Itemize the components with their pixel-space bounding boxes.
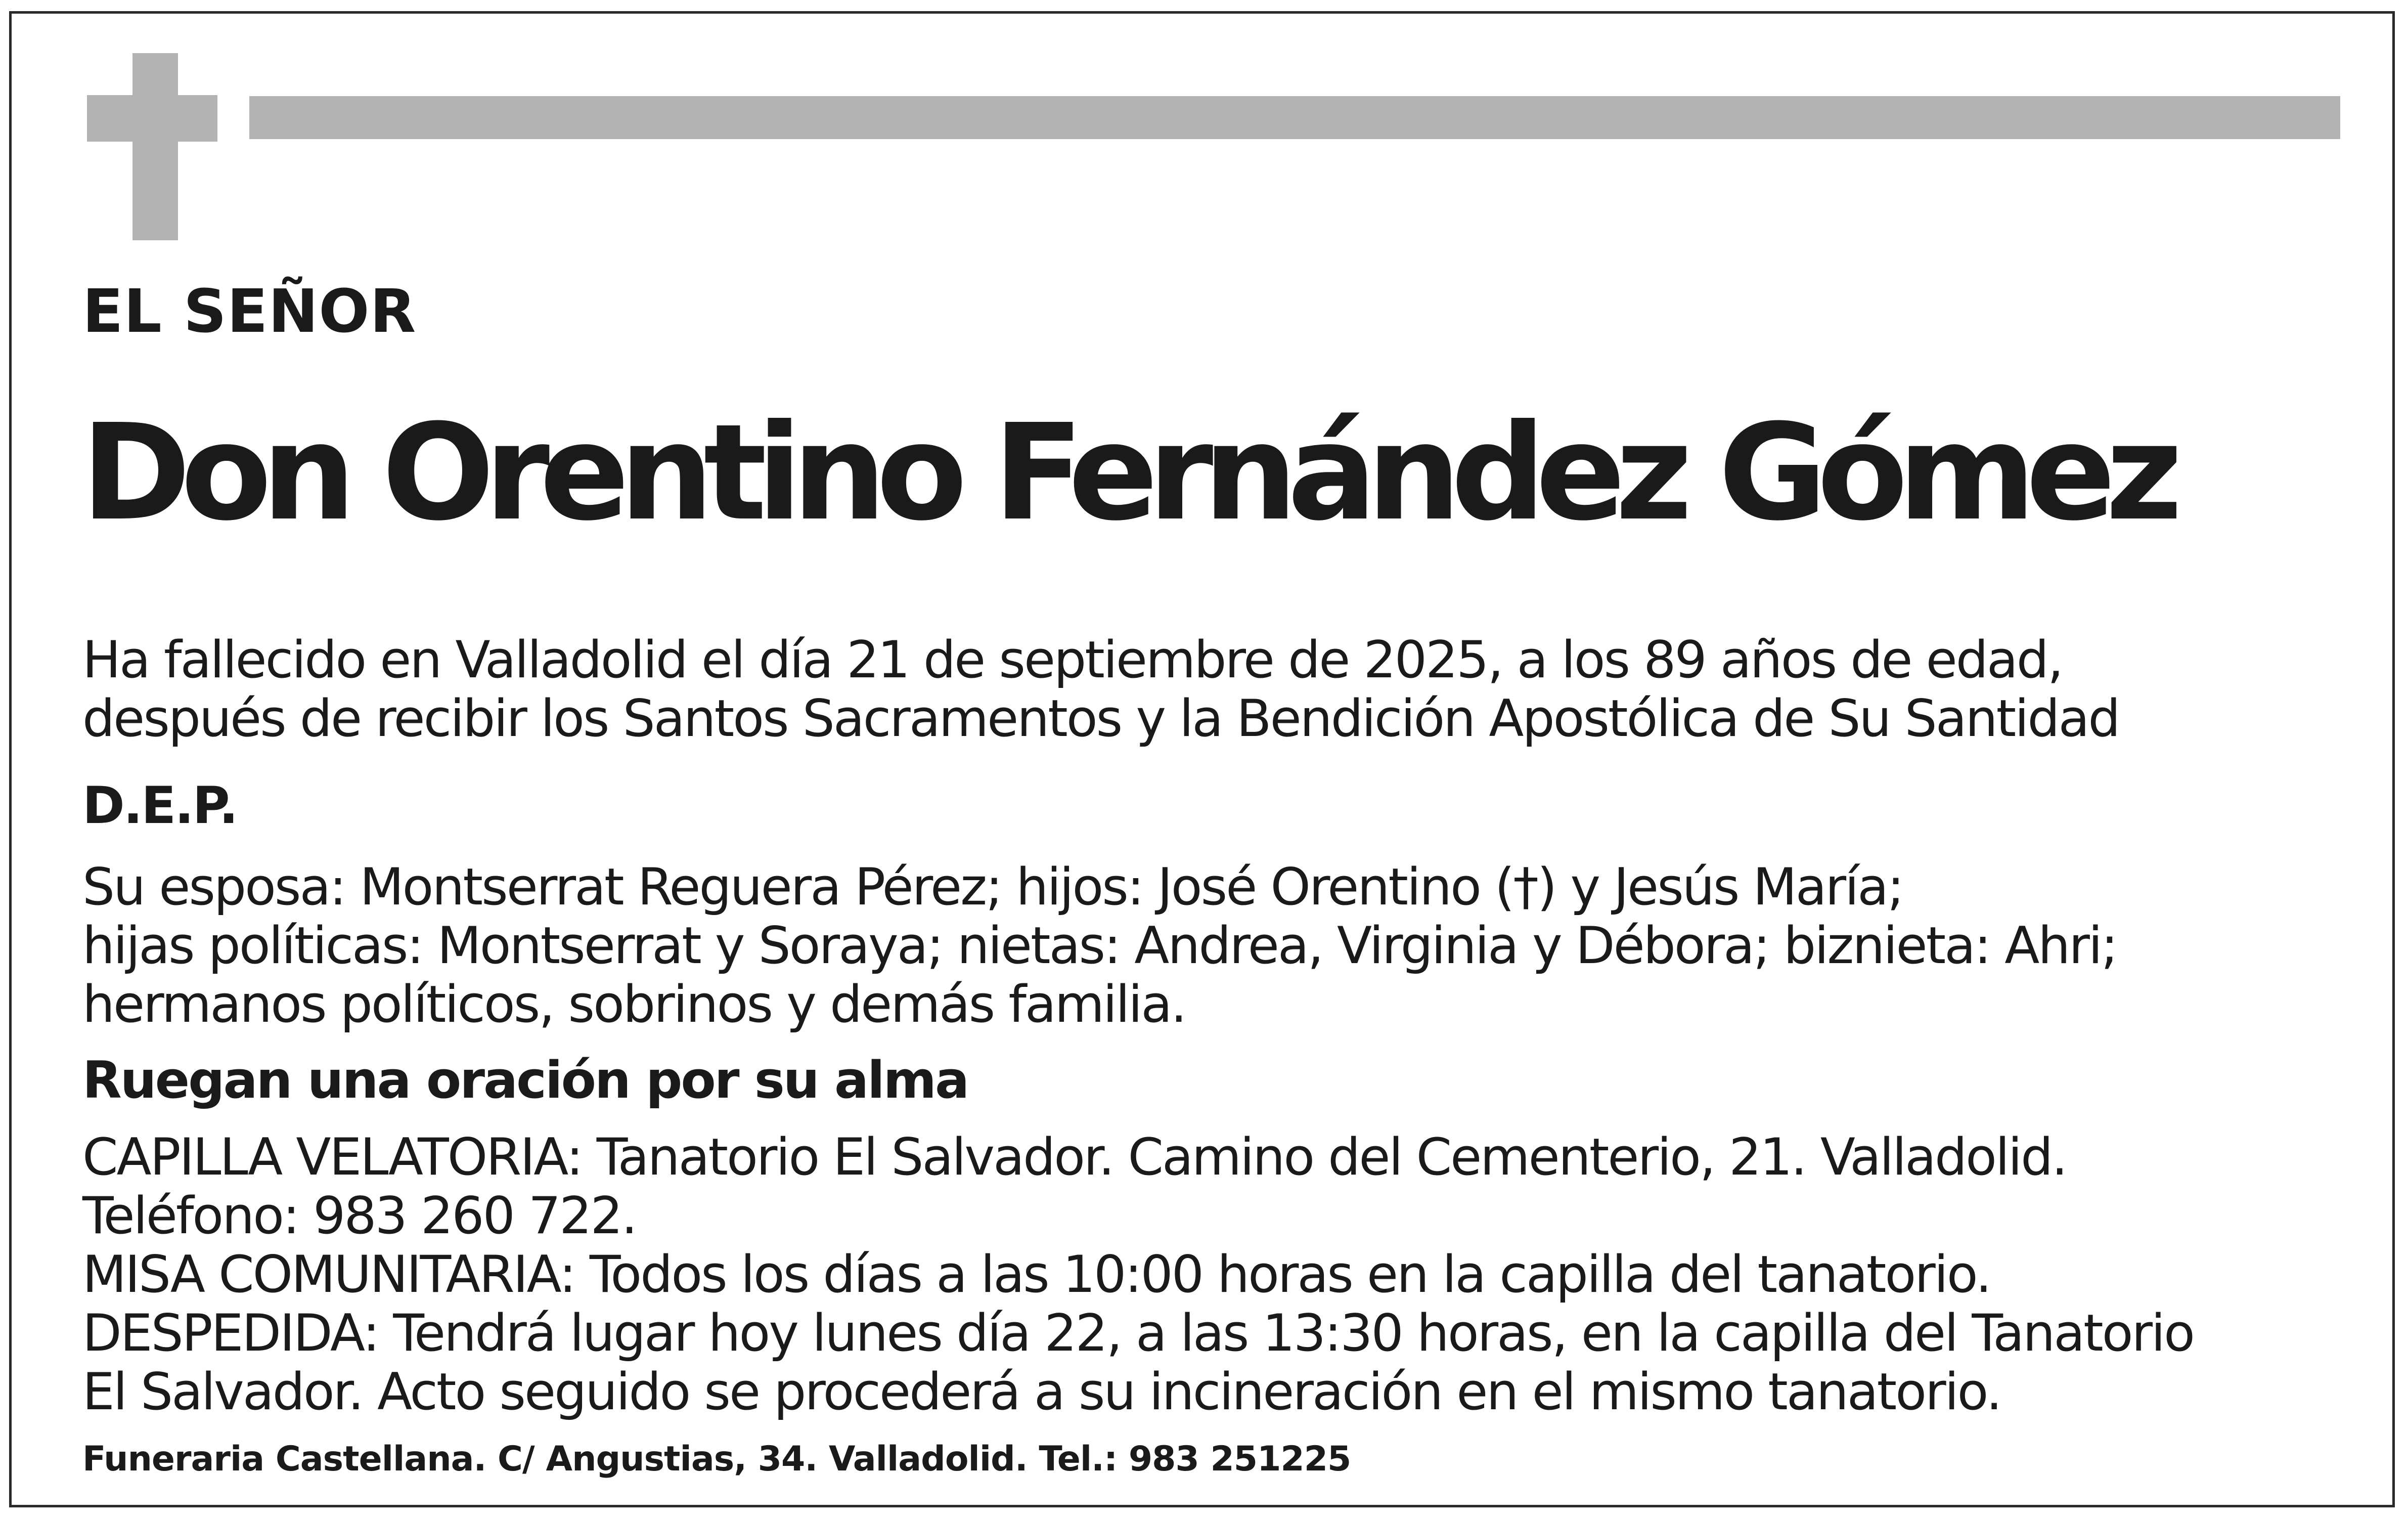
title-prefix: EL SEÑOR — [82, 276, 417, 346]
prayer-request: Ruegan una oración por su alma — [82, 1050, 968, 1110]
family-line-3: hermanos políticos, sobrinos y demás familia. — [82, 974, 1186, 1034]
details-line-5: El Salvador. Acto seguido se procederá a su incineración en el mismo tanatorio. — [82, 1362, 2001, 1421]
dep-label: D.E.P. — [82, 775, 237, 835]
family-line-1: Su esposa: Montserrat Reguera Pérez; hijos: José Orentino (†) y Jesús María; — [82, 857, 1903, 917]
deceased-name: Don Orentino Fernández Gómez — [81, 396, 2173, 550]
cross-horizontal-bar — [87, 95, 217, 142]
death-notice-line-2: después de recibir los Santos Sacramentos y la Bendición Apostólica de Su Santidad — [82, 688, 2119, 748]
details-line-3: MISA COMUNITARIA: Todos los días a las 10:00 horas en la capilla del tanatorio. — [82, 1244, 1990, 1304]
header-rule — [249, 96, 2340, 139]
details-line-2: Teléfono: 983 260 722. — [82, 1186, 636, 1245]
funeral-home-footer: Funeraria Castellana. C/ Angustias, 34. Valladolid. Tel.: 983 251225 — [82, 1439, 1351, 1479]
details-line-4: DESPEDIDA: Tendrá lugar hoy lunes día 22, a las 13:30 horas, en la capilla del Tanatorio — [82, 1303, 2194, 1363]
death-notice-line-1: Ha fallecido en Valladolid el día 21 de septiembre de 2025, a los 89 años de edad, — [82, 630, 2063, 689]
family-line-2: hijas políticas: Montserrat y Soraya; nietas: Andrea, Virginia y Débora; biznieta: Ahri; — [82, 916, 2117, 975]
details-line-1: CAPILLA VELATORIA: Tanatorio El Salvador. Camino del Cementerio, 21. Valladolid. — [82, 1127, 2067, 1187]
cross-vertical-bar — [132, 53, 178, 240]
